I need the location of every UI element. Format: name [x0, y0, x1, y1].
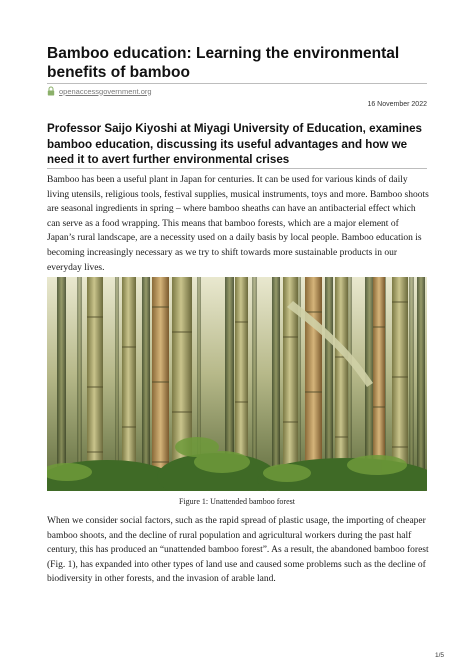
source-line: [47, 86, 152, 96]
title-divider: [47, 83, 427, 84]
source-link[interactable]: openaccessgovernment.org: [59, 86, 152, 96]
paragraph-body: When we consider social factors, such as the rapid spread of plastic usage, the importing of cheaper bamboo shoots, and the decline of rural population and agricultural workers during the past half century, this has produced an “unattended bamboo forest”. As a result, the abandoned bamboo forest (Fig. 1), has expanded into other types of land use and caused some problems such as the decline of biodiversity in other forests, and the invasion of arable land.: [47, 516, 429, 585]
article-subtitle: Professor Saijo Kiyoshi at Miyagi University of Education, examines bamboo education, discussing its useful advantages and how we need it to avert further environmental crises: [47, 122, 422, 166]
figure-caption: Figure 1: Unattended bamboo forest: [179, 497, 295, 506]
article-title: Bamboo education: Learning the environmental benefits of bamboo: [47, 45, 400, 81]
subtitle-divider: [47, 168, 427, 169]
publish-date: 16 November 2022: [367, 101, 427, 108]
paragraph-intro: Bamboo has been a useful plant in Japan for centuries. It can be used for various kinds of daily living utensils, religious tools, festival supplies, musical instruments, toys and more. Bamboo shoots are seasonal ingredients in spring – where bamboo sheaths can have an antibacterial effect which can serve as a food wrapping. This means that bamboo forests, which are a major element of Japan’s rural landscape, are a necessity used on a daily basis by local people. Bamboo education is becoming increasingly necessary as we try to shift towards more sustainable products in our everyday lives.: [47, 175, 429, 273]
lock-icon: [47, 86, 55, 96]
page-number: 1/5: [434, 652, 444, 659]
bamboo-forest-photo: [47, 277, 427, 491]
